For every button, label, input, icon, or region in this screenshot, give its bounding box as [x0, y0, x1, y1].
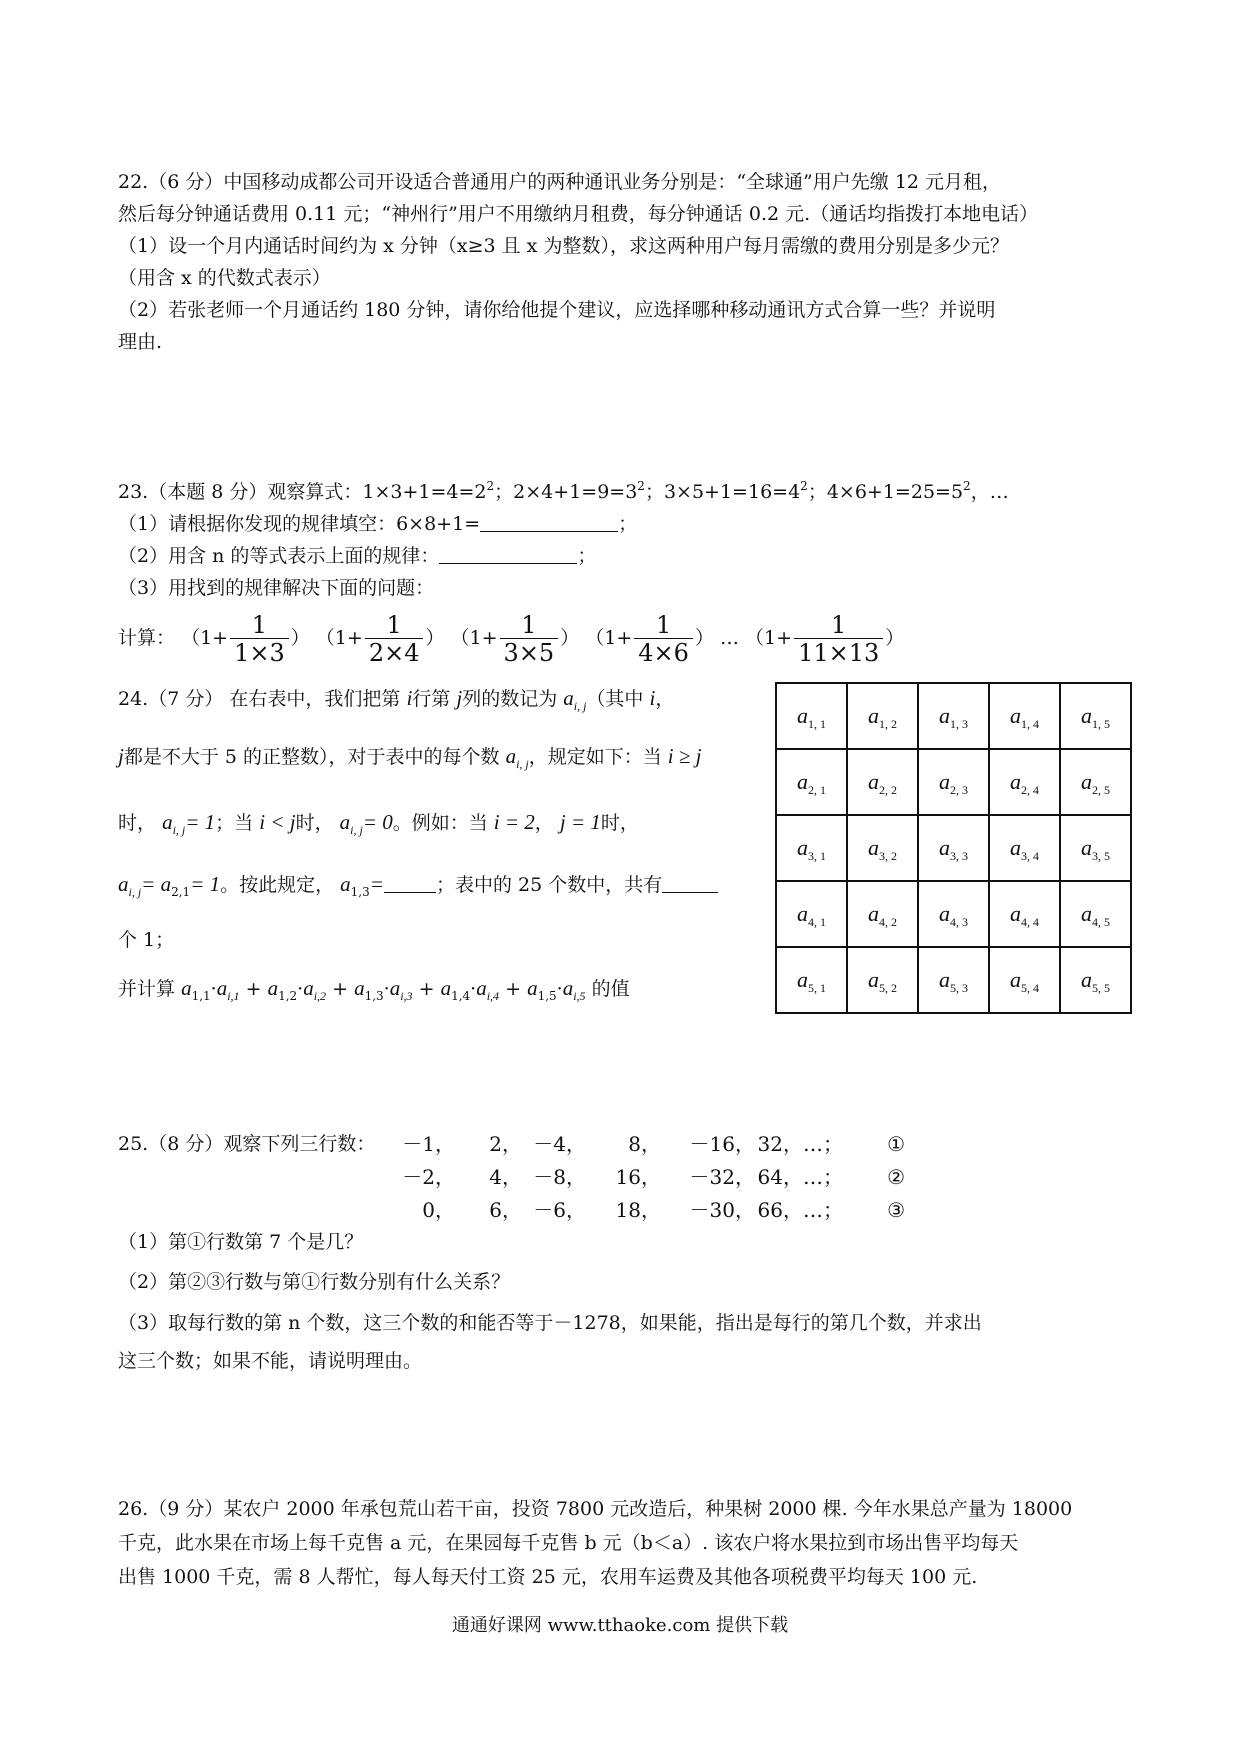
sequence-number: 64，…； [757, 1165, 843, 1189]
matrix-cell [847, 947, 918, 1013]
matrix-cell-letter: a [1081, 901, 1092, 926]
sequence-number: －6， [533, 1198, 586, 1222]
matrix-cell-index: 4, 4 [1021, 915, 1039, 929]
matrix-cell-index: 2, 3 [950, 783, 968, 797]
matrix-cell-index: 5, 1 [808, 981, 826, 995]
q23-part3: （3）用找到的规律解决下面的问题： [118, 577, 435, 599]
matrix-cell [776, 881, 847, 947]
row-marker: ③ [887, 1198, 905, 1222]
sequence-number: 8， [628, 1132, 661, 1156]
q26-line: 出售 1000 千克，需 8 人帮忙，每人每天付工资 25 元，农用车运费及其他各项税费平均每天 100 元. [118, 1566, 978, 1588]
matrix-cell-index: 4, 1 [808, 915, 826, 929]
fraction: $\frac{1}{2\times 4}$ [365, 612, 424, 667]
matrix-cell [989, 815, 1060, 881]
matrix-cell [1060, 815, 1131, 881]
q25-part1: （1）第①行数第 7 个是几？ [118, 1231, 364, 1253]
matrix-cell-index: 5, 2 [879, 981, 897, 995]
matrix-cell-letter: a [868, 901, 879, 926]
q23-calc: 计算： （1+ $\frac{1}{1\times 3}$ ） （1+ $\frac{1}{2\times 4}$ ） （1+ $\frac{1}{3\times 5}$ ） （1+ $\frac{1}{4\times 6}$ ） … （1+ $\frac{1}{11\times 13}$ ） [118, 610, 905, 667]
matrix-cell [989, 683, 1060, 749]
q23-intro-line: 23.（本题 8 分）观察算式：$1\times 3+1=4=2^2$；$2\times 4+1=9=3^2$；$3\times 5+1=16=4^2$；$4\times 6+1=25=5^2$，… [118, 479, 1009, 503]
matrix-cell-index: 3, 3 [950, 849, 968, 863]
matrix-cell [989, 749, 1060, 815]
matrix-cell [1060, 749, 1131, 815]
matrix-cell [847, 815, 918, 881]
matrix-table-body [776, 683, 1131, 1013]
question-26 [118, 1492, 1128, 1594]
matrix-cell [1060, 947, 1131, 1013]
matrix-cell-index: 2, 1 [808, 783, 826, 797]
q25-part2: （2）第②③行数与第①行数分别有什么关系？ [118, 1271, 511, 1293]
matrix-cell [1060, 683, 1131, 749]
q25-part3-cont: 这三个数；如果不能，请说明理由。 [118, 1350, 423, 1372]
matrix-cell-letter: a [1010, 901, 1021, 926]
matrix-cell-index: 3, 1 [808, 849, 826, 863]
matrix-cell [776, 749, 847, 815]
matrix-cell [847, 683, 918, 749]
fraction: $\frac{1}{1\times 3}$ [230, 612, 289, 667]
matrix-cell [847, 749, 918, 815]
sequence-number: －32， [689, 1165, 755, 1189]
matrix-cell-letter: a [1010, 769, 1021, 794]
sequence-number: －8， [533, 1165, 586, 1189]
matrix-row [776, 749, 1131, 815]
matrix-cell-index: 1, 4 [1021, 717, 1039, 731]
q25-intro: 25.（8 分）观察下列三行数： [118, 1133, 376, 1155]
matrix-cell [1060, 881, 1131, 947]
matrix-cell-index: 1, 5 [1092, 717, 1110, 731]
matrix-cell [989, 881, 1060, 947]
matrix-row [776, 881, 1131, 947]
q22-line: （1）设一个月内通话时间约为 x 分钟（x≥3 且 x 为整数），求这两种用户每月需缴的费用分别是多少元？ [118, 235, 1009, 257]
fraction: $\frac{1}{4\times 6}$ [634, 612, 693, 667]
fraction: $\frac{1}{3\times 5}$ [500, 612, 559, 667]
matrix-table [775, 682, 1132, 1014]
sequence-number: 66，…； [757, 1198, 843, 1222]
matrix-cell-letter: a [939, 901, 950, 926]
answer-blank [439, 543, 577, 564]
matrix-cell-index: 2, 2 [879, 783, 897, 797]
matrix-cell-letter: a [797, 769, 808, 794]
sequence-number: －2， [402, 1165, 455, 1189]
matrix-cell-letter: a [939, 835, 950, 860]
sequence-number: 2， [489, 1132, 522, 1156]
matrix-cell-letter: a [1010, 703, 1021, 728]
matrix-cell-index: 3, 2 [879, 849, 897, 863]
row-marker: ② [887, 1165, 905, 1189]
sequence-number: －16， [689, 1132, 755, 1156]
sequence-number: 18， [615, 1198, 661, 1222]
q24-line: $a_{i, j}= a_{2,1}= 1$。按此规定， $a_{1,3}=$ ；表中的 25 个数中，共有 [118, 866, 758, 922]
matrix-cell-letter: a [1010, 835, 1021, 860]
q24-line: 个 1； [118, 929, 175, 951]
q26-line: 26.（9 分）某农户 2000 年承包荒山若干亩，投资 7800 元改造后，种果树 2000 棵. 今年水果总产量为 18000 [118, 1498, 1073, 1520]
matrix-cell-letter: a [797, 835, 808, 860]
matrix-cell-index: 5, 3 [950, 981, 968, 995]
matrix-cell-letter: a [797, 703, 808, 728]
matrix-cell-letter: a [1081, 835, 1092, 860]
q22-line: （用含 x 的代数式表示） [118, 267, 331, 289]
matrix-cell [989, 947, 1060, 1013]
matrix-row [776, 815, 1131, 881]
matrix-cell-letter: a [797, 901, 808, 926]
sequence-number: 16， [615, 1165, 661, 1189]
matrix-cell [847, 881, 918, 947]
question-23 [118, 476, 1128, 670]
matrix-cell-letter: a [1081, 967, 1092, 992]
matrix-cell-index: 5, 4 [1021, 981, 1039, 995]
matrix-cell-index: 4, 3 [950, 915, 968, 929]
row-marker: ① [887, 1132, 905, 1156]
q23-part2: （2）用含 n 的等式表示上面的规律： ； [118, 545, 597, 567]
matrix-cell-letter: a [868, 835, 879, 860]
matrix-cell [918, 881, 989, 947]
q24-line: 时， $a_{i, j}= 1$；当 i < j时， $a_{i, j}= 0$。例如：当 i = 2， j = 1时， [118, 810, 639, 837]
matrix-cell-letter: a [868, 703, 879, 728]
number-rows [0, 1128, 1240, 1228]
matrix-cell-index: 2, 5 [1092, 783, 1110, 797]
matrix-cell-index: 1, 3 [950, 717, 968, 731]
matrix-cell [776, 815, 847, 881]
q26-line: 千克，此水果在市场上每千克售 a 元，在果园每千克售 b 元（b＜a）. 该农户将水果拉到市场出售平均每天 [118, 1532, 1019, 1554]
q24-line: 24.（7 分） 在右表中，我们把第 i行第 j列的数记为 $a_{i, j}$（其中 i， [118, 686, 675, 713]
matrix-cell [918, 683, 989, 749]
sequence-number: －30， [689, 1198, 755, 1222]
matrix-cell [918, 815, 989, 881]
sequence-number: －4， [533, 1132, 586, 1156]
matrix-cell-index: 4, 5 [1092, 915, 1110, 929]
question-24 [118, 680, 758, 1010]
matrix-cell-index: 1, 1 [808, 717, 826, 731]
sequence-number: 4， [489, 1165, 522, 1189]
answer-blank [384, 872, 436, 893]
matrix-cell-index: 5, 5 [1092, 981, 1110, 995]
matrix-cell [918, 749, 989, 815]
matrix-cell-letter: a [868, 967, 879, 992]
q22-line: 理由. [118, 331, 163, 353]
matrix-cell [776, 683, 847, 749]
answer-blank [480, 511, 618, 532]
q25-part3: （3）取每行数的第 n 个数，这三个数的和能否等于－1278，如果能，指出是每行的第几个数，并求出 [118, 1312, 982, 1334]
matrix-cell-letter: a [939, 703, 950, 728]
matrix-cell [776, 947, 847, 1013]
sequence-number: 32，…； [757, 1132, 843, 1156]
matrix-cell-letter: a [868, 769, 879, 794]
matrix-cell-letter: a [797, 967, 808, 992]
question-25-parts [118, 1222, 1128, 1380]
matrix-cell-letter: a [939, 769, 950, 794]
q24-line: 并计算 $a_{1,1}\cdot a_{i,1} + a_{1,2}\cdot a_{i,2} + a_{1,3}\cdot a_{i,3} + a_{1,4}\cdot a_{i,4} + a_{1,5}\cdot a_{i,5}$ 的值 [118, 976, 630, 1003]
matrix-cell [918, 947, 989, 1013]
page-footer: 通通好课网 www.tthaoke.com 提供下载 [451, 1615, 789, 1636]
matrix-cell-index: 2, 4 [1021, 783, 1039, 797]
matrix-cell-letter: a [1010, 967, 1021, 992]
sequence-number: 0， [422, 1198, 455, 1222]
fraction: $\frac{1}{11\times 13}$ [794, 612, 883, 667]
q22-line: 然后每分钟通话费用 0.11 元；“神州行”用户不用缴纳月租费，每分钟通话 0.2 元.（通话均指拨打本地电话） [118, 203, 1039, 225]
matrix-cell-letter: a [939, 967, 950, 992]
matrix-cell-index: 3, 5 [1092, 849, 1110, 863]
matrix-cell-index: 3, 4 [1021, 849, 1039, 863]
q22-line: （2）若张老师一个月通话约 180 分钟，请你给他提个建议，应选择哪种移动通讯方式合算一些？并说明 [118, 299, 996, 321]
sequence-number: －1， [402, 1132, 455, 1156]
sequence-number: 6， [489, 1198, 522, 1222]
matrix-cell-letter: a [1081, 703, 1092, 728]
q24-line: j都是不大于 5 的正整数），对于表中的每个数 $a_{i, j}$，规定如下：当 i ≥ j [118, 744, 702, 771]
matrix-row [776, 947, 1131, 1013]
matrix-cell-index: 4, 2 [879, 915, 897, 929]
matrix-cell-letter: a [1081, 769, 1092, 794]
answer-blank [662, 872, 718, 893]
q23-part1: （1）请根据你发现的规律填空：6×8+1= ； [118, 513, 638, 535]
matrix-cell-index: 1, 2 [879, 717, 897, 731]
question-22 [118, 166, 1128, 358]
matrix-row [776, 683, 1131, 749]
q22-line: 22.（6 分）中国移动成都公司开设适合普通用户的两种通讯业务分别是：“全球通”用户先缴 12 元月租， [118, 171, 1002, 193]
